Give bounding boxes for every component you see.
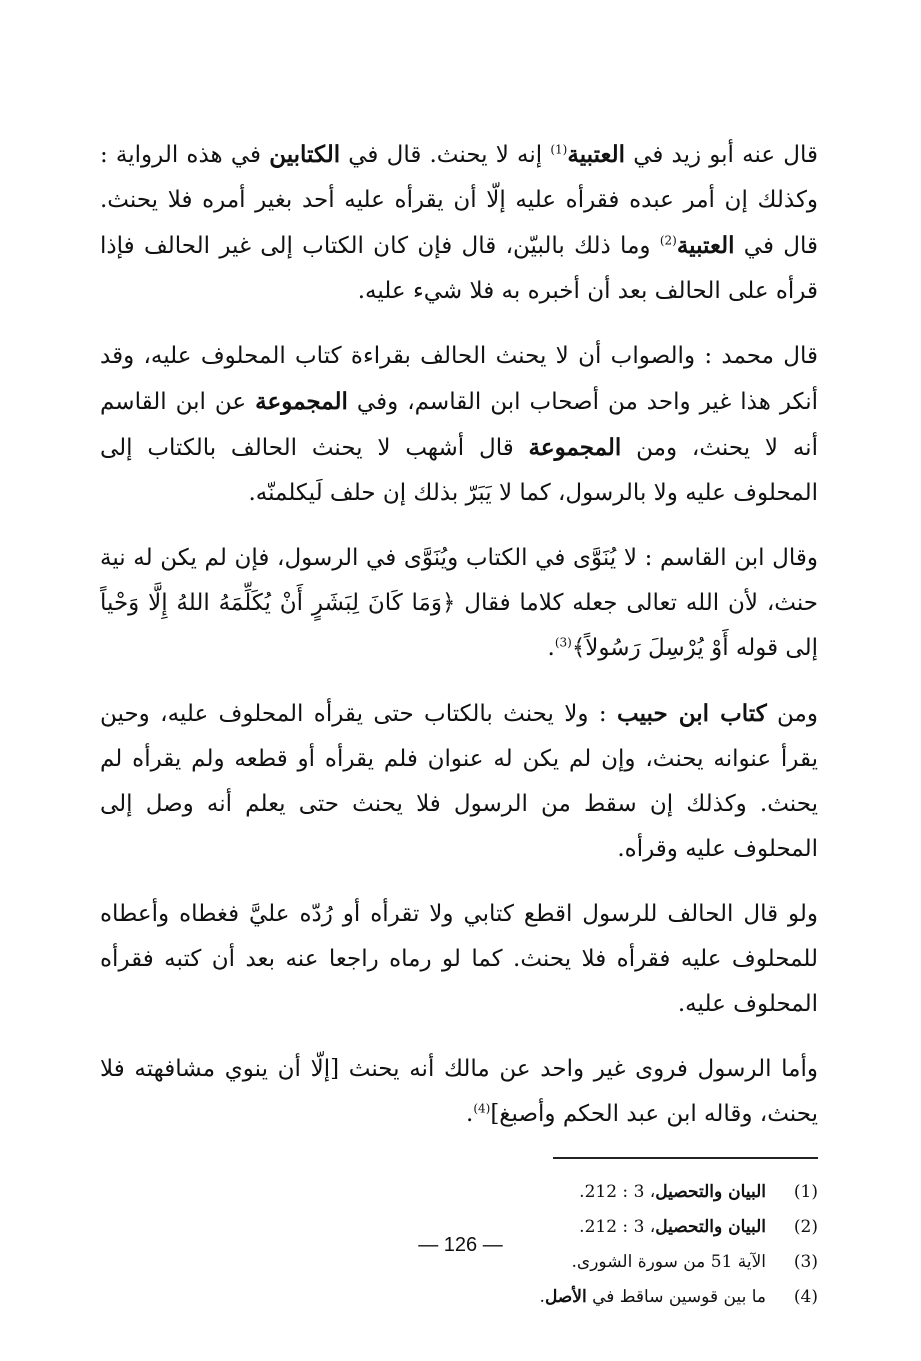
footnote-item [100, 1280, 818, 1315]
footnote-text [579, 1175, 766, 1210]
text-run: ولو قال الحالف للرسول اقطع كتابي ولا تقرأه أو رُدّه عليَّ فغطاه وأعطاه للمحلوف عليه فقرأه فلا يحنث. كما لو رماه راجعا عنه بعد أن كتبه فقرأه المحلوف عليه. [100, 901, 818, 1017]
bold-text: المجموعة [255, 388, 348, 415]
footnote-number: (3) [793, 1252, 818, 1272]
bold-text: العتبية [676, 232, 735, 259]
text-run: وقال ابن القاسم : لا يُنَوَّى في الكتاب ويُنَوَّى في الرسول، فإن لم يكن له نية حنث، لأن الله تعالى جعله كلاما فقال ﴿وَمَا كَانَ لِبَشَرٍ أَنْ يُكَلِّمَهُ اللهُ إِلَّا وَحْياً إلى قوله أَوْ يُرْسِلَ رَسُولاً﴾ [100, 545, 818, 661]
paragraph [100, 536, 818, 671]
text-run: في هذه الرواية : وكذلك إن أمر عبده فقرأه عليه إلّا أن يقرأه عليه أحد بغير أمره فلا يحنث. قال في [100, 142, 818, 259]
footnote-item [100, 1175, 818, 1210]
paragraph [100, 334, 818, 516]
bold-text: الأصل [544, 1287, 587, 1307]
footnote-number: (4) [793, 1287, 818, 1307]
text-run: ، 3 : 212. [579, 1182, 656, 1202]
footnote-marker: (4) [473, 1101, 491, 1116]
text-run: ، 3 : 212. [579, 1217, 656, 1237]
bold-text: البيان والتحصيل [655, 1182, 766, 1202]
text-run: . [539, 1287, 545, 1307]
page-body [100, 132, 818, 1315]
bold-text: البيان والتحصيل [655, 1217, 766, 1237]
page-number: — 126 — [418, 1234, 503, 1256]
text-run: قال أشهب لا يحنث الحالف بالكتاب إلى المحلوف عليه ولا بالرسول، كما لا يَبَرّ بذلك إن حلف لَيكلمنّه. [100, 435, 818, 506]
text-run: قال محمد : والصواب أن لا يحنث الحالف بقراءة كتاب المحلوف عليه، وقد أنكر هذا غير واحد من أصحاب ابن القاسم، وفي [100, 343, 819, 415]
text-run: عن ابن القاسم أنه لا يحنث، ومن [100, 389, 818, 461]
bold-text: المجموعة [528, 434, 622, 461]
text-run: وما ذلك بالبيّن، قال فإن كان الكتاب إلى غير الحالف فإذا قرأه على الحالف بعد أن أخبره به فلا شيء عليه. [100, 233, 818, 304]
text-run: . [466, 1101, 474, 1127]
text-run: إنه لا يحنث. قال في [340, 142, 551, 168]
bold-text: كتاب ابن حبيب [617, 700, 767, 727]
text-run: . [547, 635, 555, 661]
paragraph [100, 132, 818, 314]
main-text [100, 132, 818, 1137]
bold-text: العتبية [567, 141, 626, 168]
footnote-marker: (1) [550, 142, 568, 157]
text-run: ما بين قوسين ساقط في [586, 1287, 766, 1307]
text-run: قال عنه أبو زيد في [625, 142, 819, 168]
footnote-separator [553, 1157, 818, 1159]
text-run: الآية 51 من سورة الشورى. [571, 1252, 766, 1272]
footnote-text [540, 1280, 766, 1315]
paragraph [100, 892, 818, 1027]
text-run: وأما الرسول فروى غير واحد عن مالك أنه يحنث [إلّا أن ينوي مشافهته فلا يحنث، وقاله ابن عبد الحكم وأصبغ] [100, 1056, 818, 1127]
footnote-number: (1) [793, 1182, 818, 1202]
footnote-number: (2) [793, 1217, 818, 1237]
text-run: ومن [766, 701, 818, 727]
footnote-marker: (3) [554, 635, 572, 650]
bold-text: الكتابين [269, 141, 341, 168]
footnote-marker: (2) [659, 233, 677, 248]
paragraph [100, 1047, 818, 1137]
paragraph [100, 691, 818, 872]
text-run: : ولا يحنث بالكتاب حتى يقرأه المحلوف عليه، وحين يقرأ عنوانه يحنث، وإن لم يكن له عنوان فلم يقرأه أو قطعه ولم يقرأه لم يحنث. وكذلك إن سقط من الرسول فلا يحنث حتى يعلم أنه وصل إلى المحلوف عليه وقرأه. [100, 701, 818, 862]
